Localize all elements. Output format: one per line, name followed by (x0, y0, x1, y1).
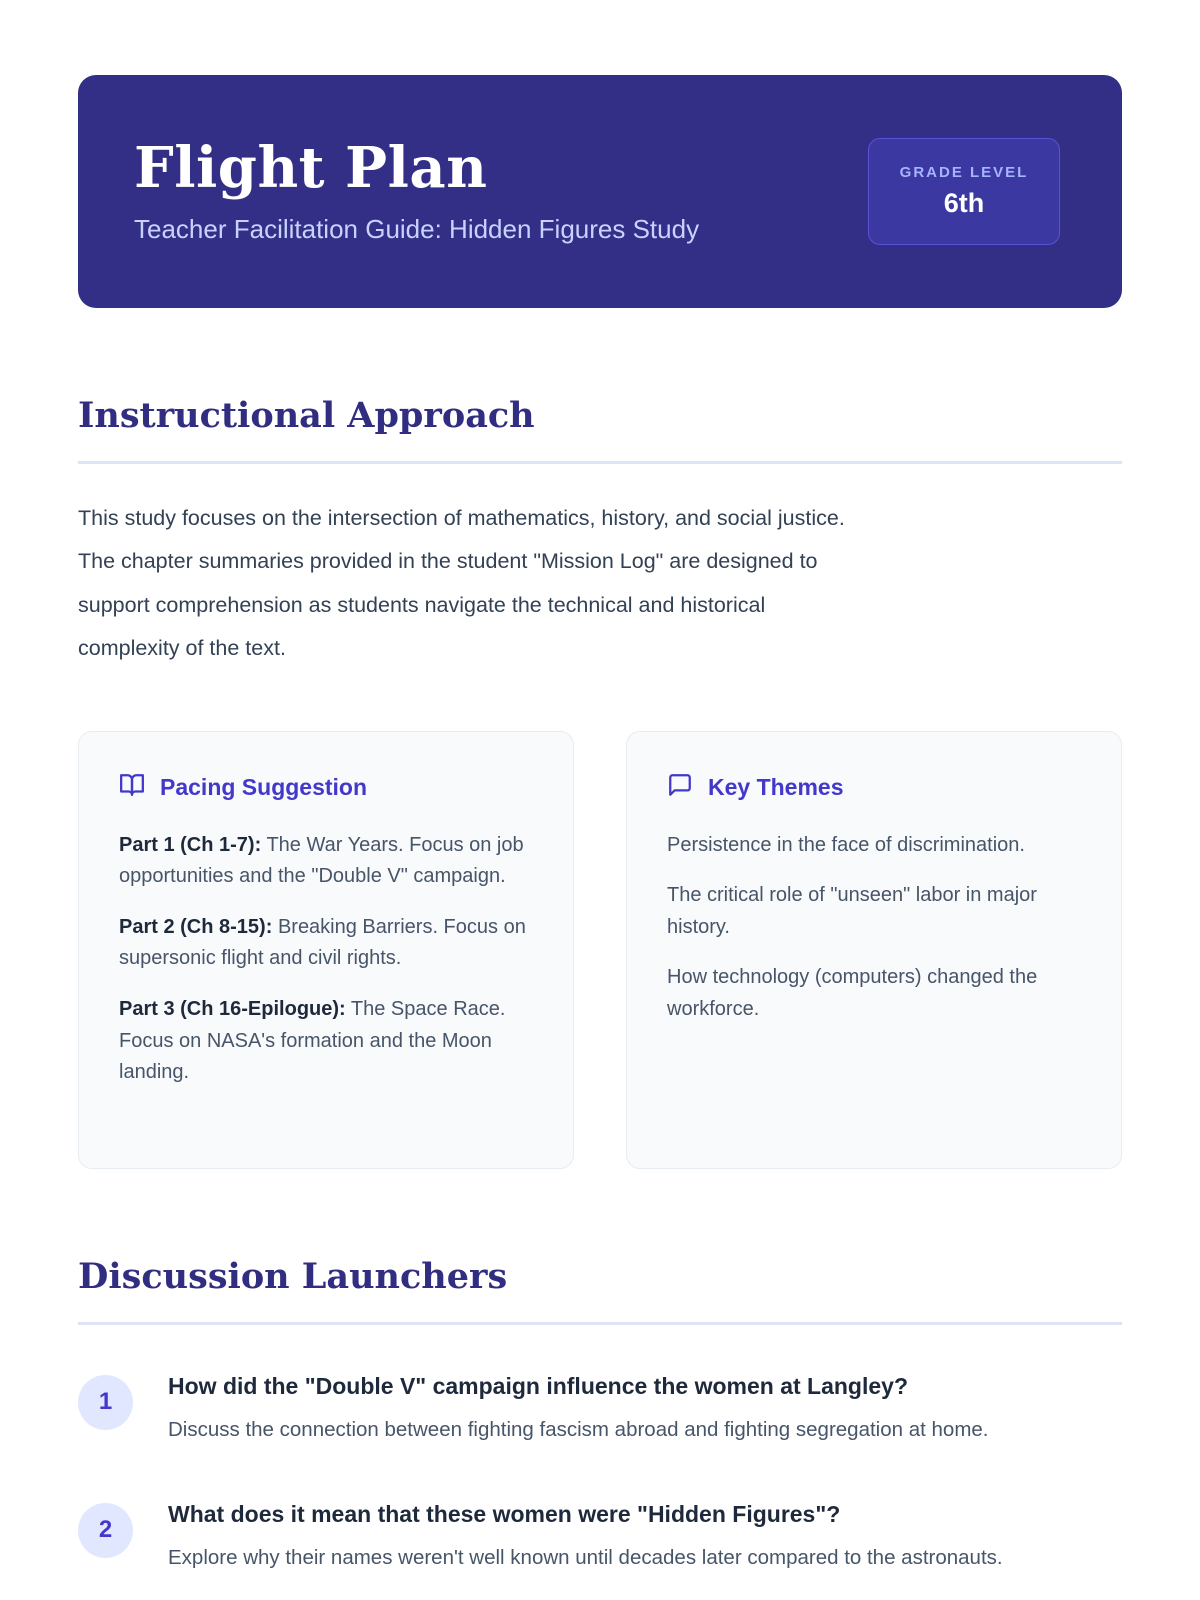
pacing-part-3-text: The Space Race. Focus on NASA's formation and the Moon landing. (119, 998, 506, 1084)
paragraph-line: complexity of the text. (78, 636, 286, 661)
grade-level-label: GRADE LEVEL (899, 164, 1029, 181)
grade-level-value: 6th (943, 188, 985, 218)
pacing-suggestion-title-row (119, 772, 533, 804)
paragraph-line: The chapter summaries provided in the student "Mission Log" are designed to (78, 549, 818, 574)
pacing-part-1-lead: Part 1 (Ch 1-7): (119, 833, 262, 856)
page-subtitle: Teacher Facilitation Guide: Hidden Figures Study (134, 213, 700, 244)
question-body (168, 1497, 1003, 1575)
question-description: Discuss the connection between fighting fascism abroad and fighting segregation at home. (168, 1417, 989, 1441)
question-number-badge: 2 (78, 1503, 133, 1558)
pacing-part-2-lead: Part 2 (Ch 8-15): (119, 915, 273, 938)
pacing-part-1 (119, 830, 533, 893)
pacing-part-1-text: The War Years. Focus on job opportunities and the "Double V" campaign. (119, 833, 524, 888)
discussion-questions-list (78, 1369, 1122, 1576)
discussion-question-2 (78, 1497, 1122, 1575)
pacing-part-2 (119, 912, 533, 975)
question-description: Explore why their names weren't well known until decades later compared to the astronauts. (168, 1545, 1003, 1569)
section-discussion-launchers (78, 1256, 1122, 1576)
document-page (78, 0, 1122, 1575)
question-title: How did the "Double V" campaign influence the women at Langley? (168, 1372, 908, 1399)
pacing-part-3-lead: Part 3 (Ch 16-Epilogue): (119, 998, 346, 1021)
theme-item: How technology (computers) changed the workforce. (667, 966, 1038, 1021)
header-text-block (134, 135, 700, 245)
section-instructional-approach (78, 395, 1122, 1169)
header-card (78, 75, 1122, 308)
pacing-part-3 (119, 994, 533, 1089)
key-themes-title-row (667, 772, 1081, 804)
discussion-question-1 (78, 1369, 1122, 1447)
question-number-badge: 1 (78, 1375, 133, 1430)
pacing-suggestion-title: Pacing Suggestion (160, 774, 368, 801)
question-title: What does it mean that these women were "Hidden Figures"? (168, 1500, 841, 1527)
key-themes-card (626, 731, 1122, 1169)
pacing-part-2-text: Breaking Barriers. Focus on supersonic flight and civil rights. (119, 915, 526, 970)
speech-bubble-icon (667, 772, 693, 804)
paragraph-line: This study focuses on the intersection of mathematics, history, and social justice. (78, 506, 845, 530)
question-body (168, 1369, 989, 1447)
pacing-suggestion-card (78, 731, 574, 1169)
theme-item: Persistence in the face of discrimination. (667, 833, 1025, 856)
section-heading-instructional-approach: Instructional Approach (78, 395, 1122, 464)
paragraph-line: support comprehension as students navigate the technical and historical (78, 592, 766, 617)
book-open-icon (119, 772, 145, 804)
info-cards-row (78, 731, 1122, 1169)
grade-level-badge (868, 138, 1060, 245)
section-heading-discussion-launchers: Discussion Launchers (78, 1256, 1122, 1325)
instructional-approach-paragraph (78, 497, 1122, 671)
key-themes-title: Key Themes (708, 774, 844, 801)
theme-item: The critical role of "unseen" labor in major history. (667, 884, 1037, 938)
page-title: Flight Plan (134, 135, 488, 202)
